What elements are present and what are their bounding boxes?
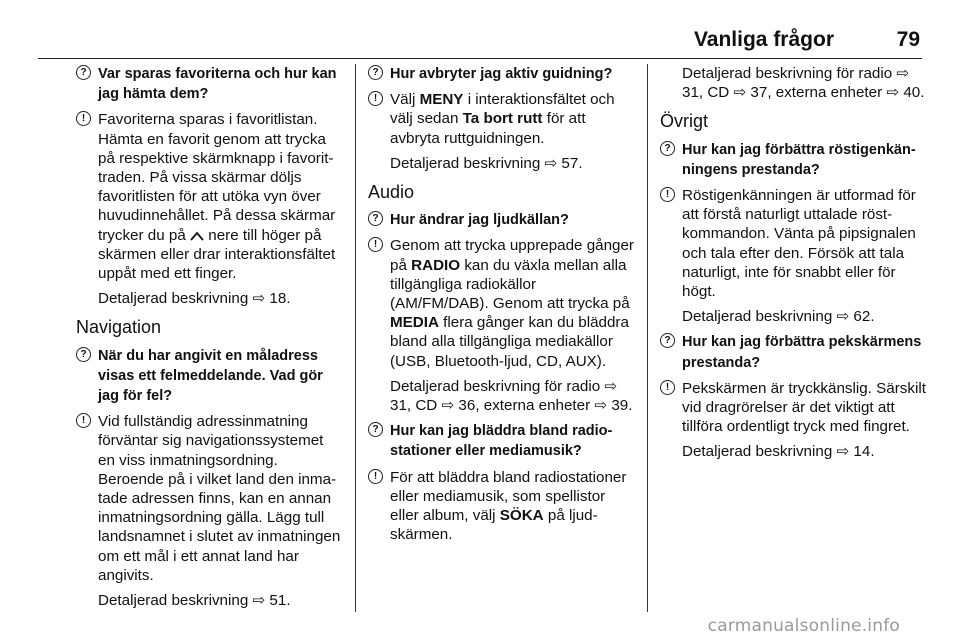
column-3 bbox=[660, 64, 932, 468]
section-heading-audio: Audio bbox=[368, 182, 415, 203]
reference-text: Detaljerad beskrivning ⇨ 57. bbox=[390, 154, 583, 172]
question-block bbox=[76, 64, 344, 104]
question-block bbox=[660, 140, 932, 180]
question-text: Hur avbryter jag aktiv guidning? bbox=[390, 66, 613, 82]
question-icon: ? bbox=[660, 333, 675, 348]
section-heading-navigation: Navigation bbox=[76, 317, 162, 338]
answer-text: För att bläddra bland radiostationer eller mediamusik, som spellistor eller album, välj bbox=[390, 468, 627, 525]
answer-block bbox=[368, 468, 636, 545]
answer-block bbox=[76, 412, 344, 585]
answer-block bbox=[368, 236, 636, 370]
answer-text: Genom att trycka upprepade gånger på bbox=[390, 237, 634, 274]
question-text: Hur kan jag förbättra pekskärmens prestanda? bbox=[682, 334, 922, 371]
media-label: MEDIA bbox=[390, 314, 439, 332]
answer-icon: ! bbox=[368, 91, 383, 106]
question-text: När du har angivit en måladress visas ett felmeddelande. Vad gör jag för fel? bbox=[98, 347, 323, 405]
answer-text: Vid fullständig adressinmatning förväntar sig navigationssystemet en viss inmatningsordning. Beroende på i vilket land den inmatade adressen finns, kan en annan inmatningsordning gälla. Lägg tull landsnamnet i slutet av inmatningen om ett mål i ett annat land har angivits. bbox=[98, 413, 341, 584]
column-divider bbox=[647, 64, 648, 612]
answer-icon: ! bbox=[660, 187, 675, 202]
answer-block bbox=[76, 110, 344, 283]
answer-text: på ljudskärmen. bbox=[390, 507, 598, 544]
section-heading-other: Övrigt bbox=[660, 111, 709, 132]
answer-icon: ! bbox=[368, 237, 383, 252]
reference-text: Detaljerad beskrivning ⇨ 14. bbox=[682, 443, 875, 461]
question-block bbox=[368, 210, 636, 230]
answer-icon: ! bbox=[368, 469, 383, 484]
answer-icon: ! bbox=[76, 413, 91, 428]
answer-text: Favoriterna sparas i favoritlistan. Hämta en favorit genom att trycka på respektive skärmknapp i favorittraden. På vissa skärmar döljs favoritlisten för att utöka vyn över huvudinnehållet. På dessa skärmar trycker du på bbox=[98, 111, 336, 244]
answer-text: flera gånger kan du bläddra bland alla tillgängliga mediakällor (USB, Bluetooth-ljud, CD, AUX). bbox=[390, 314, 629, 370]
remove-route-label: Ta bort rutt bbox=[462, 110, 543, 128]
question-icon: ? bbox=[368, 211, 383, 226]
answer-text: Pekskärmen är tryckkänslig. Särskilt vid dragrörelser är det viktigt att tillföra ordentligt tryck med fingret. bbox=[682, 379, 926, 436]
question-block bbox=[76, 346, 344, 407]
answer-text: för att avbryta ruttguidningen. bbox=[390, 110, 586, 147]
menu-label: MENY bbox=[419, 91, 464, 109]
question-block bbox=[368, 64, 636, 84]
answer-icon: ! bbox=[660, 380, 675, 395]
search-label: SÖKA bbox=[499, 507, 544, 525]
question-icon: ? bbox=[660, 141, 675, 156]
answer-block bbox=[660, 379, 932, 437]
question-icon: ? bbox=[76, 347, 91, 362]
column-1 bbox=[76, 64, 344, 616]
answer-text-cont: nere till höger på skärmen eller drar interaktionsfältet uppåt med ett finger. bbox=[98, 226, 336, 283]
question-block bbox=[660, 332, 932, 372]
column-2 bbox=[368, 64, 636, 550]
answer-text: Välj bbox=[390, 91, 416, 109]
reference-text: Detaljerad beskrivning ⇨ 18. bbox=[98, 290, 291, 308]
question-block bbox=[368, 421, 636, 461]
reference-text: Detaljerad beskrivning ⇨ 62. bbox=[682, 308, 875, 326]
page-number: 79 bbox=[896, 28, 920, 51]
answer-block bbox=[660, 186, 932, 301]
question-text: Var sparas favoriterna och hur kan jag hämta dem? bbox=[98, 66, 337, 103]
answer-text: Röstigenkänningen är utformad för att förstå naturligt uttalade röstkommandon. Vänta på pipsignalen och tala efter den. Försök att tala naturligt, inte för snabbt eller för högt. bbox=[682, 187, 916, 301]
question-icon: ? bbox=[76, 65, 91, 80]
watermark: carmanualsonline.info bbox=[707, 616, 900, 636]
question-text: Hur kan jag bläddra bland radiostationer eller mediamusik? bbox=[390, 423, 613, 460]
reference-text: Detaljerad beskrivning för radio ⇨ 31, CD ⇨ 36, externa enheter ⇨ 39. bbox=[390, 377, 633, 415]
question-icon: ? bbox=[368, 65, 383, 80]
answer-icon: ! bbox=[76, 111, 91, 126]
radio-label: RADIO bbox=[411, 256, 461, 274]
column-divider bbox=[355, 64, 356, 612]
page-header bbox=[38, 26, 922, 59]
page-title: Vanliga frågor bbox=[693, 28, 834, 51]
reference-text: Detaljerad beskrivning ⇨ 51. bbox=[98, 592, 291, 610]
question-text: Hur kan jag förbättra röstigenkänningens prestanda? bbox=[682, 141, 916, 178]
answer-block bbox=[368, 90, 636, 148]
answer-text: i interaktionsfältet och välj sedan bbox=[390, 91, 615, 128]
reference-text: Detaljerad beskrivning för radio ⇨ 31, CD ⇨ 37, externa enheter ⇨ 40. bbox=[682, 65, 925, 102]
chevron-up-icon bbox=[190, 231, 204, 241]
question-icon: ? bbox=[368, 422, 383, 437]
question-text: Hur ändrar jag ljudkällan? bbox=[390, 212, 569, 229]
answer-text: kan du växla mellan alla tillgängliga radiokällor (AM/FM/DAB). Genom att trycka på bbox=[390, 256, 630, 313]
